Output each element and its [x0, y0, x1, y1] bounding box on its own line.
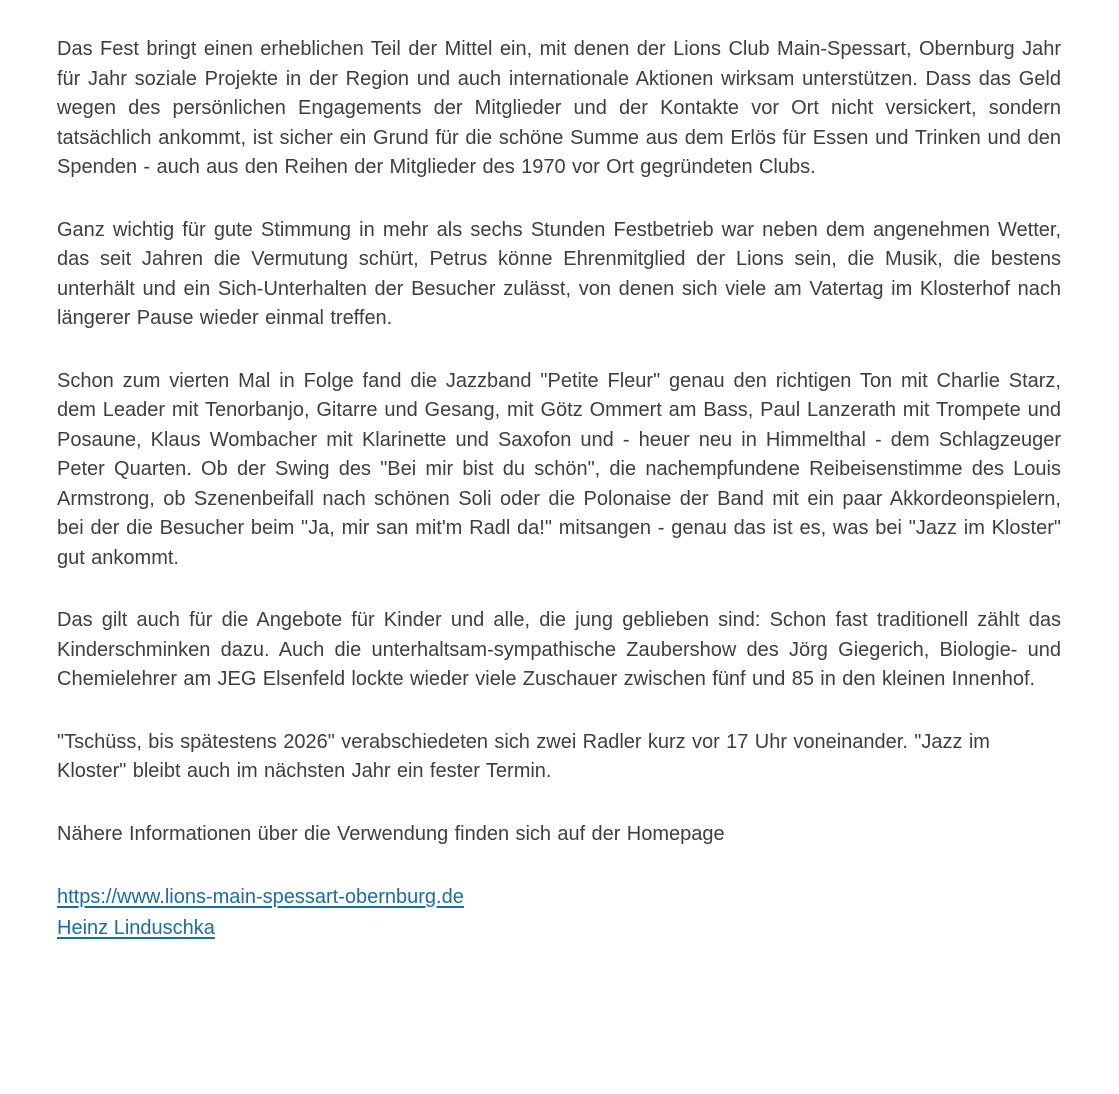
- paragraph-stimmung-wetter: Ganz wichtig für gute Stimmung in mehr als sechs Stunden Festbetrieb war neben dem angenehmen Wetter, das seit Jahren die Vermutung schürt, Petrus könne Ehrenmitglied der Lions sein, die Musik, die bestens unterhält und ein Sich-Unterhalten der Besucher zulässt, von denen sich viele am Vatertag im Klosterhof nach längerer Pause wieder einmal treffen.: [57, 218, 1061, 329]
- author-link[interactable]: Heinz Linduschka: [57, 917, 215, 939]
- links-block: [57, 882, 1061, 944]
- paragraph-homepage-hinweis: Nähere Informationen über die Verwendung finden sich auf der Homepage: [57, 822, 725, 845]
- paragraph-abschied-2026: "Tschüss, bis spätestens 2026" verabschiedeten sich zwei Radler kurz vor 17 Uhr voneinander. "Jazz im Kloster" bleibt auch im nächsten Jahr ein fester Termin.: [57, 730, 990, 782]
- paragraph-kinder-angebote: Das gilt auch für die Angebote für Kinder und alle, die jung geblieben sind: Schon fast traditionell zählt das Kinderschminken dazu. Auch die unterhaltsam-sympathische Zaubershow des Jörg Giegerich, Biologie- und Chemielehrer am JEG Elsenfeld lockte wieder viele Zuschauer zwischen fünf und 85 in den kleinen Innenhof.: [57, 609, 1061, 690]
- homepage-link-line: [57, 882, 1061, 913]
- homepage-link[interactable]: https://www.lions-main-spessart-obernburg.de: [57, 886, 464, 908]
- author-link-line: [57, 913, 1061, 944]
- paragraph-jazzband-petite-fleur: Schon zum vierten Mal in Folge fand die Jazzband "Petite Fleur" genau den richtigen Ton mit Charlie Starz, dem Leader mit Tenorbanjo, Gitarre und Gesang, mit Götz Ommert am Bass, Paul Lanzerath mit Trompete und Posaune, Klaus Wombacher mit Klarinette und Saxofon und - heuer neu in Himmelthal - dem Schlagzeuger Peter Quarten. Ob der Swing des "Bei mir bist du schön", die nachempfundene Reibeisenstimme des Louis Armstrong, ob Szenenbeifall nach schönen Soli oder die Polonaise der Band mit ein paar Akkordeonspielern, bei der die Besucher beim "Ja, mir san mit'm Radl da!" mitsangen - genau das ist es, was bei "Jazz im Kloster" gut ankommt.: [57, 369, 1061, 569]
- paragraph-fest-mittel: Das Fest bringt einen erheblichen Teil der Mittel ein, mit denen der Lions Club Main-Spessart, Obernburg Jahr für Jahr soziale Projekte in der Region und auch internationale Aktionen wirksam unterstützen. Dass das Geld wegen des persönlichen Engagements der Mitglieder und der Kontakte vor Ort nicht versickert, sondern tatsächlich ankommt, ist sicher ein Grund für die schöne Summe aus dem Erlös für Essen und Trinken und den Spenden - auch aus den Reihen der Mitglieder des 1970 vor Ort gegründeten Clubs.: [57, 38, 1061, 178]
